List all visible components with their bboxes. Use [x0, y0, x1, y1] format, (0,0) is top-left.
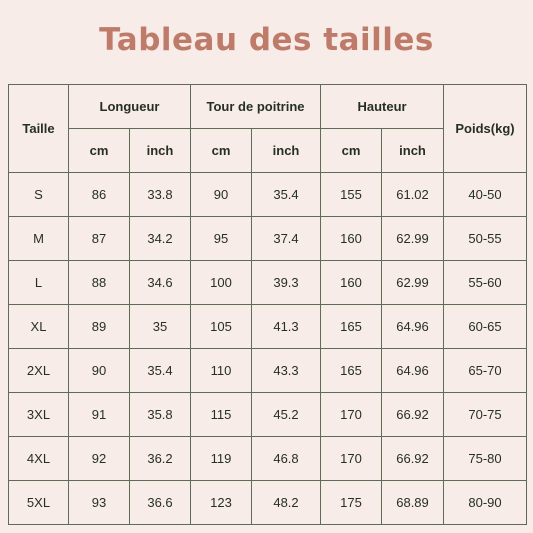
cell-height-inch: 62.99: [382, 261, 444, 305]
cell-chest-inch: 35.4: [252, 173, 321, 217]
cell-height-cm: 165: [321, 305, 382, 349]
cell-size: L: [9, 261, 69, 305]
cell-height-cm: 160: [321, 217, 382, 261]
table-row: [9, 217, 527, 261]
cell-height-cm: 155: [321, 173, 382, 217]
cell-length-inch: 34.6: [130, 261, 191, 305]
page-title: Tableau des tailles: [99, 22, 434, 58]
cell-length-cm: 89: [69, 305, 130, 349]
cell-weight: 65-70: [444, 349, 527, 393]
cell-size: XL: [9, 305, 69, 349]
header-chest-inch: inch: [252, 129, 321, 173]
header-weight: Poids(kg): [444, 85, 527, 173]
cell-height-cm: 170: [321, 393, 382, 437]
cell-chest-cm: 100: [191, 261, 252, 305]
table-row: [9, 481, 527, 525]
cell-weight: 60-65: [444, 305, 527, 349]
cell-chest-inch: 43.3: [252, 349, 321, 393]
table-row: [9, 305, 527, 349]
cell-weight: 80-90: [444, 481, 527, 525]
cell-chest-cm: 123: [191, 481, 252, 525]
header-row-1: [9, 85, 527, 129]
header-length-inch: inch: [130, 129, 191, 173]
cell-length-inch: 34.2: [130, 217, 191, 261]
cell-length-inch: 35.4: [130, 349, 191, 393]
cell-chest-cm: 115: [191, 393, 252, 437]
size-chart-table: [8, 84, 527, 525]
cell-chest-cm: 119: [191, 437, 252, 481]
cell-chest-cm: 90: [191, 173, 252, 217]
cell-size: 3XL: [9, 393, 69, 437]
cell-length-cm: 91: [69, 393, 130, 437]
cell-weight: 70-75: [444, 393, 527, 437]
cell-length-cm: 92: [69, 437, 130, 481]
table-row: [9, 349, 527, 393]
header-chest: Tour de poitrine: [191, 85, 321, 129]
table-row: [9, 173, 527, 217]
table-row: [9, 437, 527, 481]
cell-chest-inch: 41.3: [252, 305, 321, 349]
cell-size: S: [9, 173, 69, 217]
header-height-cm: cm: [321, 129, 382, 173]
cell-length-inch: 33.8: [130, 173, 191, 217]
table-row: [9, 261, 527, 305]
cell-size: 5XL: [9, 481, 69, 525]
cell-weight: 55-60: [444, 261, 527, 305]
cell-length-inch: 35.8: [130, 393, 191, 437]
cell-length-inch: 35: [130, 305, 191, 349]
cell-chest-inch: 45.2: [252, 393, 321, 437]
cell-chest-inch: 39.3: [252, 261, 321, 305]
cell-height-inch: 64.96: [382, 305, 444, 349]
cell-length-inch: 36.6: [130, 481, 191, 525]
header-height: Hauteur: [321, 85, 444, 129]
cell-size: M: [9, 217, 69, 261]
cell-height-inch: 66.92: [382, 437, 444, 481]
header-length-cm: cm: [69, 129, 130, 173]
cell-chest-inch: 37.4: [252, 217, 321, 261]
cell-chest-inch: 48.2: [252, 481, 321, 525]
cell-size: 4XL: [9, 437, 69, 481]
cell-length-cm: 88: [69, 261, 130, 305]
header-height-inch: inch: [382, 129, 444, 173]
cell-length-cm: 93: [69, 481, 130, 525]
cell-weight: 50-55: [444, 217, 527, 261]
cell-height-inch: 61.02: [382, 173, 444, 217]
cell-chest-cm: 105: [191, 305, 252, 349]
cell-length-cm: 90: [69, 349, 130, 393]
cell-length-cm: 86: [69, 173, 130, 217]
cell-length-cm: 87: [69, 217, 130, 261]
cell-height-cm: 165: [321, 349, 382, 393]
cell-height-inch: 68.89: [382, 481, 444, 525]
cell-height-inch: 66.92: [382, 393, 444, 437]
header-length: Longueur: [69, 85, 191, 129]
cell-length-inch: 36.2: [130, 437, 191, 481]
cell-height-inch: 62.99: [382, 217, 444, 261]
cell-height-inch: 64.96: [382, 349, 444, 393]
cell-height-cm: 160: [321, 261, 382, 305]
cell-size: 2XL: [9, 349, 69, 393]
header-size: Taille: [9, 85, 69, 173]
cell-chest-inch: 46.8: [252, 437, 321, 481]
header-chest-cm: cm: [191, 129, 252, 173]
cell-height-cm: 170: [321, 437, 382, 481]
cell-chest-cm: 95: [191, 217, 252, 261]
cell-weight: 40-50: [444, 173, 527, 217]
cell-weight: 75-80: [444, 437, 527, 481]
cell-chest-cm: 110: [191, 349, 252, 393]
cell-height-cm: 175: [321, 481, 382, 525]
table-row: [9, 393, 527, 437]
table-body: [9, 173, 527, 525]
